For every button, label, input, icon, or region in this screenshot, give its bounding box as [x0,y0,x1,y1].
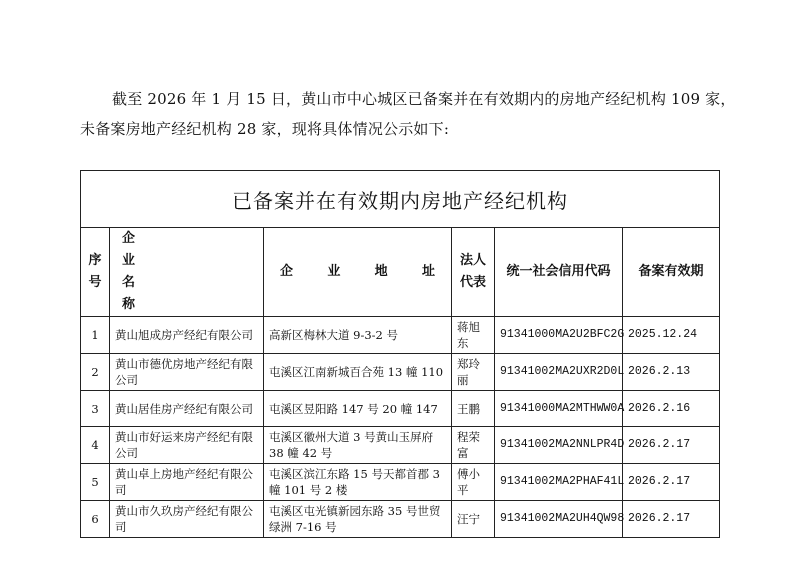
row-company-address: 屯溪区昱阳路 147 号 20 幢 147 [264,391,452,427]
table-row [81,427,720,464]
row-index: 1 [81,317,110,354]
row-index: 5 [81,464,110,501]
header-company-name: 企 业 名 称 [110,228,264,317]
row-legal-rep: 王鹏 [452,391,495,427]
table-row [81,317,720,354]
row-legal-rep: 郑玲丽 [452,354,495,391]
row-credit-code: 91341000MA2U2BFC2G [495,317,623,354]
header-index: 序号 [81,228,110,317]
table-row [81,391,720,427]
table-header-row [81,228,720,317]
row-company-name: 黄山旭成房产经纪有限公司 [110,317,264,354]
row-credit-code: 91341002MA2PHAF41L [495,464,623,501]
row-credit-code: 91341000MA2MTHWW0A [495,391,623,427]
row-legal-rep: 程荣富 [452,427,495,464]
header-validity: 备案有效期 [623,228,720,317]
row-company-address: 屯溪区屯光镇新园东路 35 号世贸绿洲 7-16 号 [264,501,452,538]
row-index: 2 [81,354,110,391]
intro-line-2: 未备案房地产经纪机构 28 家，现将具体情况公示如下: [80,120,450,138]
table-row [81,501,720,538]
row-validity-date: 2026.2.16 [623,391,720,427]
row-validity-date: 2025.12.24 [623,317,720,354]
row-company-address: 屯溪区徽州大道 3 号黄山玉屏府 38 幢 42 号 [264,427,452,464]
row-legal-rep: 蒋旭东 [452,317,495,354]
header-company-address: 企 业 地 址 [264,228,452,317]
table-title: 已备案并在有效期内房地产经纪机构 [81,171,720,228]
row-index: 6 [81,501,110,538]
table-row [81,354,720,391]
agency-table [80,170,720,538]
row-validity-date: 2026.2.17 [623,427,720,464]
row-credit-code: 91341002MA2UH4QW98 [495,501,623,538]
row-company-name: 黄山卓上房地产经纪有限公司 [110,464,264,501]
row-credit-code: 91341002MA2UXR2D0L [495,354,623,391]
row-validity-date: 2026.2.17 [623,501,720,538]
row-validity-date: 2026.2.17 [623,464,720,501]
row-company-name: 黄山市久玖房产经纪有限公司 [110,501,264,538]
row-company-address: 屯溪区滨江东路 15 号天都首郡 3 幢 101 号 2 楼 [264,464,452,501]
row-company-name: 黄山市好运来房产经纪有限公司 [110,427,264,464]
intro-line-1: 截至 2026 年 1 月 15 日，黄山市中心城区已备案并在有效期内的房地产经纪机构 109 家， [112,90,736,108]
row-company-address: 高新区梅林大道 9-3-2 号 [264,317,452,354]
table-row [81,464,720,501]
row-legal-rep: 汪宁 [452,501,495,538]
row-company-name: 黄山市德优房地产经纪有限公司 [110,354,264,391]
row-index: 4 [81,427,110,464]
row-company-address: 屯溪区江南新城百合苑 13 幢 110 [264,354,452,391]
row-index: 3 [81,391,110,427]
row-company-name: 黄山居佳房产经纪有限公司 [110,391,264,427]
row-validity-date: 2026.2.13 [623,354,720,391]
header-credit-code: 统一社会信用代码 [495,228,623,317]
row-credit-code: 91341002MA2NNLPR4D [495,427,623,464]
intro-text [80,84,736,144]
header-legal-rep: 法人代表 [452,228,495,317]
row-legal-rep: 傅小平 [452,464,495,501]
